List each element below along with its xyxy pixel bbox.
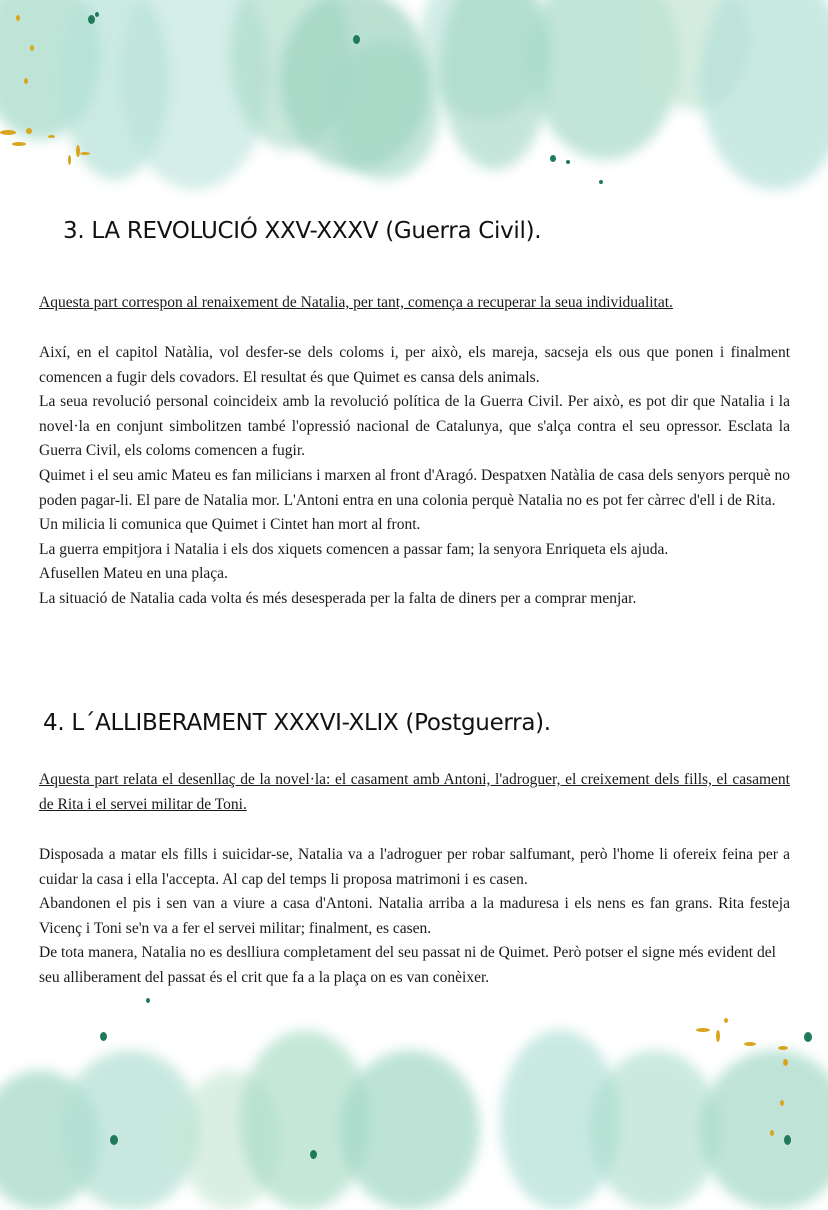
ink-splatter — [95, 12, 99, 17]
ink-splatter — [804, 1032, 812, 1042]
watercolor-footer-decoration — [0, 990, 828, 1171]
section-heading-revolucio: 3. LA REVOLUCIÓ XXV-XXXV (Guerra Civil). — [63, 218, 542, 244]
paragraph: Disposada a matar els fills i suicidar-se, Natalia va a l'adroguer per robar salfumant, però l'home li ofereix feina per a cuidar la casa i ella l'accepta. Al cap del temps li proposa matrimoni i es casen. — [39, 846, 790, 888]
gold-splatter — [724, 1018, 728, 1023]
ink-splatter — [310, 1150, 317, 1159]
paragraph: La guerra empitjora i Natalia i els dos xiquets comencen a passar fam; la senyora Enriqueta els ajuda. — [39, 540, 669, 558]
gold-splatter — [0, 130, 16, 135]
paragraph: Així, en el capitol Natàlia, vol desfer-se dels coloms i, per això, els mareja, sacseja els ous que ponen i finalment comencen a fugir dels covadors. El resultat és que Quimet es cansa dels animals. — [39, 344, 790, 386]
gold-splatter — [68, 155, 71, 165]
gold-splatter — [16, 15, 20, 21]
ink-splatter — [550, 155, 556, 162]
section-body-alliberament — [39, 843, 790, 991]
section-body-revolucio — [39, 341, 790, 612]
section-intro-alliberament: Aquesta part relata el desenllaç de la novel·la: el casament amb Antoni, l'adroguer, el creixement dels fills, el casament de Rita i el servei militar de Toni. — [39, 771, 790, 813]
gold-splatter — [48, 135, 55, 138]
gold-splatter — [80, 152, 90, 155]
gold-splatter — [778, 1046, 788, 1050]
gold-splatter — [12, 142, 26, 146]
paragraph: La situació de Natalia cada volta és més desesperada per la falta de diners per a comprar menjar. — [39, 589, 637, 607]
gold-splatter — [76, 145, 80, 157]
gold-splatter — [783, 1059, 788, 1066]
paragraph: Un milicia li comunica que Quimet i Cintet han mort al front. — [39, 516, 421, 534]
ink-splatter — [353, 35, 360, 44]
gold-splatter — [744, 1042, 756, 1046]
gold-splatter — [30, 45, 34, 51]
gold-splatter — [780, 1100, 784, 1106]
paragraph: De tota manera, Natalia no es deslliura completament del seu passat ni de Quimet. Però potser el signe més evident del seu alliberament del passat és el crit que fa a la plaça on es van conèixer. — [39, 944, 776, 986]
paragraph: Afusellen Mateu en una plaça. — [39, 565, 228, 583]
ink-splatter — [88, 15, 95, 24]
paragraph: Abandonen el pis i sen van a viure a casa d'Antoni. Natalia arriba a la maduresa i els nens es fan grans. Rita festeja Vicenç i Toni se'n va a fer el servei militar; finalment, es casen. — [39, 895, 790, 937]
watercolor-header-decoration — [0, 0, 828, 210]
ink-splatter — [566, 160, 570, 164]
ink-splatter — [146, 998, 150, 1003]
ink-splatter — [100, 1032, 107, 1041]
section-intro-revolucio: Aquesta part correspon al renaixement de Natalia, per tant, comença a recuperar la seua individualitat. — [39, 294, 673, 311]
section-heading-alliberament: 4. L´ALLIBERAMENT XXXVI-XLIX (Postguerra). — [43, 710, 551, 736]
ink-splatter — [599, 180, 603, 184]
ink-splatter — [110, 1135, 118, 1145]
ink-splatter — [784, 1135, 791, 1145]
gold-splatter — [716, 1030, 720, 1042]
gold-splatter — [26, 128, 32, 134]
paragraph: La seua revolució personal coincideix amb la revolució política de la Guerra Civil. Per això, es pot dir que Natalia i la novel·la en conjunt simbolitzen també l'opressió nacional de Catalunya, que s'alça contra el seu opressor. Esclata la Guerra Civil, els coloms comencen a fugir. — [39, 393, 790, 460]
gold-splatter — [696, 1028, 710, 1032]
paragraph: Quimet i el seu amic Mateu es fan milicians i marxen al front d'Aragó. Despatxen Natàlia de casa dels senyors perquè no poden pagar-li. El pare de Natalia mor. L'Antoni entra en una colonia perquè Natalia no es pot fer càrrec d'ell i de Rita. — [39, 466, 790, 509]
gold-splatter — [770, 1130, 774, 1136]
gold-splatter — [24, 78, 28, 84]
